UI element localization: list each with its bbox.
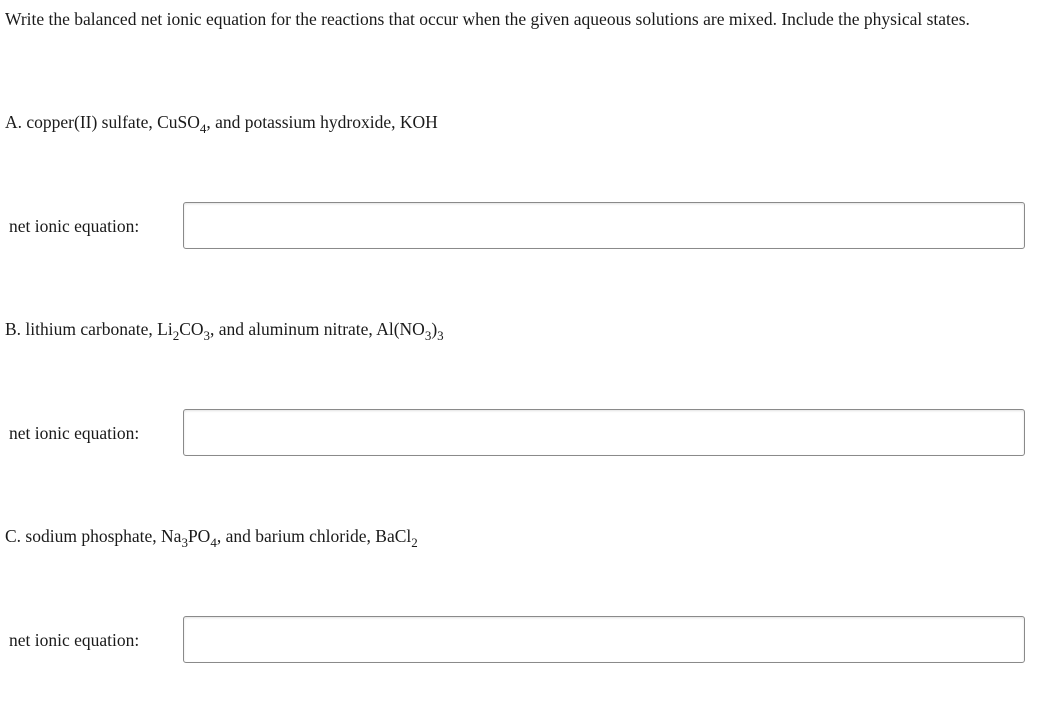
instructions-text: Write the balanced net ionic equation for the reactions that occur when the given aqueous solutions are mixed. Include the physical states. xyxy=(5,9,970,29)
question-c-prefix: C. sodium phosphate, xyxy=(5,526,162,546)
question-a-prefix: A. copper(II) sulfate, xyxy=(5,112,158,132)
answer-label-b: net ionic equation: xyxy=(9,423,140,443)
formula-na3po4: $Na_3PO_4$ xyxy=(161,526,217,550)
question-c-middle: , and barium chloride, xyxy=(216,526,376,546)
question-b-middle: , and aluminum nitrate, xyxy=(210,319,377,339)
formula-koh: KOH xyxy=(399,112,438,132)
net-ionic-equation-field-a[interactable] xyxy=(183,202,1025,249)
formula-alno33: $Al(NO_3)_3$ xyxy=(376,319,444,343)
formula-cuso4: CuSO$_4$ xyxy=(157,112,207,136)
answer-label-c: net ionic equation: xyxy=(9,630,140,650)
formula-bacl2: BaCl$_2$ xyxy=(375,526,418,550)
answer-row-b xyxy=(9,409,1029,457)
question-b-prefix: B. lithium carbonate, xyxy=(5,319,158,339)
question-a xyxy=(5,110,438,134)
answer-label-a: net ionic equation: xyxy=(9,216,140,236)
formula-li2co3: $Li_2CO_3$ xyxy=(157,319,210,343)
net-ionic-equation-field-c[interactable] xyxy=(183,616,1025,663)
question-a-middle: , and potassium hydroxide, xyxy=(206,112,400,132)
question-b xyxy=(5,317,444,341)
answer-row-a xyxy=(9,202,1029,250)
question-c xyxy=(5,524,418,548)
net-ionic-equation-field-b[interactable] xyxy=(183,409,1025,456)
answer-row-c xyxy=(9,616,1029,664)
